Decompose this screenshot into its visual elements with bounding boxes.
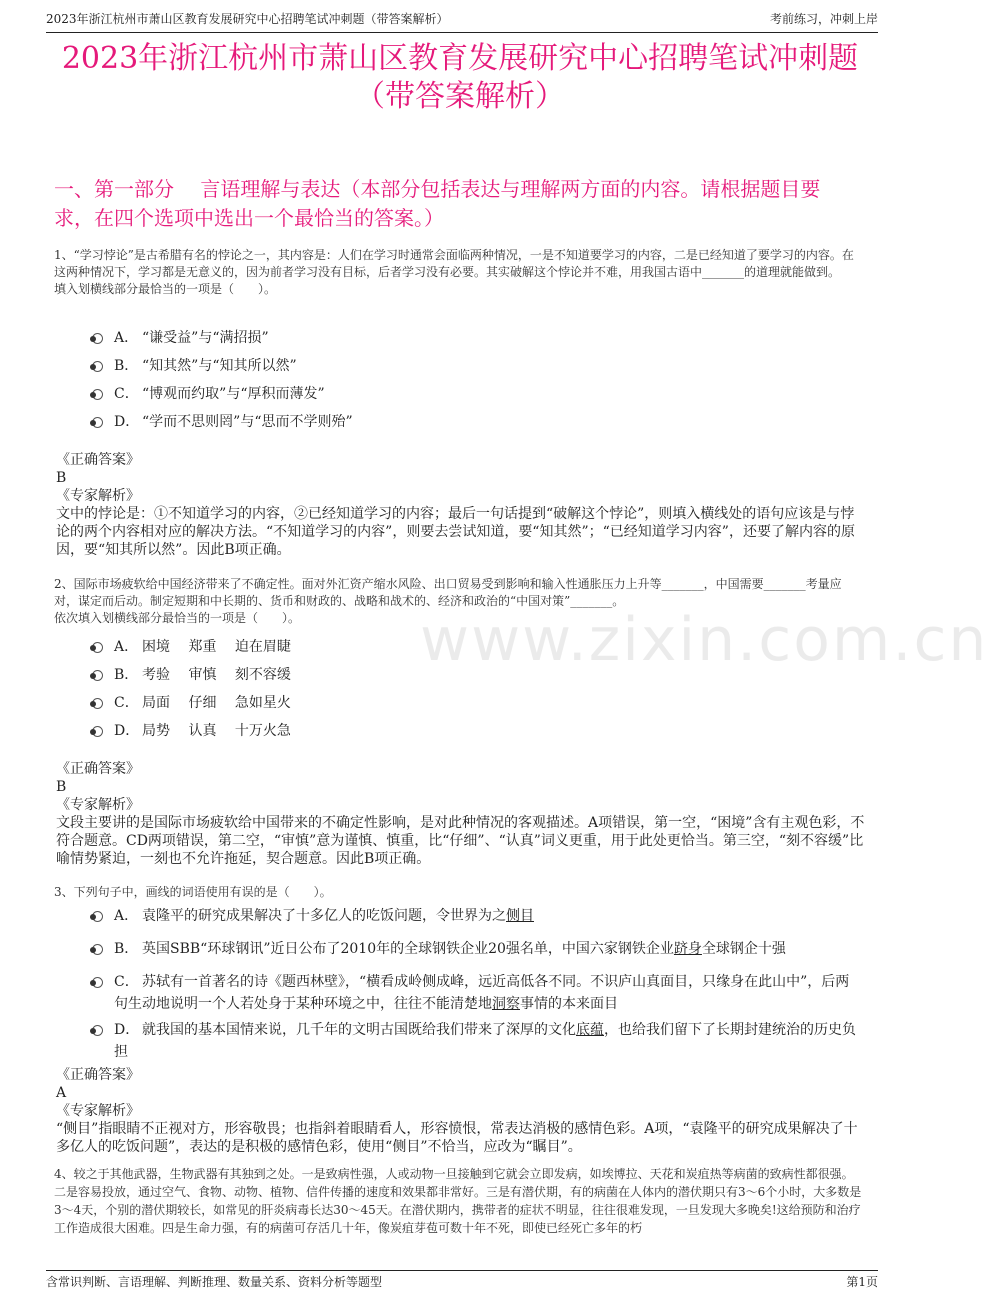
option-text: 袁隆平的研究成果解决了十多亿人的吃饭问题，令世界为之 [142,908,506,924]
option-letter: B． [114,667,139,683]
question-prompt: 填入划横线部分最恰当的一项是（ ）。 [54,282,277,296]
radio-icon[interactable] [92,389,103,400]
radio-icon[interactable] [92,726,103,737]
option-text: 考验 审慎 刻不容缓 [142,667,291,683]
option-b[interactable] [92,356,860,384]
option-c[interactable] [92,971,860,1015]
question-1-answer [56,451,862,505]
radio-icon[interactable] [92,333,103,344]
option-b[interactable] [92,665,860,693]
expert-label: 《专家解析》 [56,488,140,504]
radio-icon[interactable] [92,977,103,988]
question-stem-text: 1、“学习悖论”是古希腊有名的悖论之一，其内容是：人们在学习时通常会面临两种情况，一是不知道要学习的内容，二是已经知道了要学习的内容。在这两种情况下，学习都是无意义的，因为前者学习没有目标，后者学习没有必要。其实破解这个悖论并不难，用我国古语中_______的道理就能做到。 [54,248,854,279]
title-line-1: 2023年浙江杭州市萧山区教育发展研究中心招聘笔试冲刺题 [61,41,859,76]
option-text: “博观而约取”与“厚积而薄发” [142,386,325,402]
option-letter: A． [114,330,139,346]
radio-icon[interactable] [92,911,103,922]
answer-label: 《正确答案》 [56,452,140,468]
page-header [46,10,878,33]
question-1-options [92,328,860,440]
option-a[interactable] [92,905,860,927]
underlined-word: 底蕴 [576,1022,604,1038]
answer-value: B [56,779,67,795]
watermark: www.zixin.com.cn [420,605,988,675]
answer-label: 《正确答案》 [56,761,140,777]
page-number: 第1页 [846,1275,878,1289]
option-text: “谦受益”与“满招损” [142,330,269,346]
option-text: 局面 仔细 急如星火 [142,695,291,711]
underlined-word: 侧目 [506,908,534,924]
option-text-end: ，也给我们留下了长期封建统治的历史负担 [114,1022,856,1060]
option-letter: C． [114,695,139,711]
option-letter: D． [114,414,140,430]
page-footer [46,1270,878,1293]
option-letter: D． [114,1022,140,1038]
option-text: “学而不思则罔”与“思而不学则殆” [142,414,353,430]
option-text-end: 事情的本来面目 [520,996,618,1012]
question-1-stem [54,247,862,298]
radio-icon[interactable] [92,698,103,709]
option-letter: A． [114,908,139,924]
option-a[interactable] [92,328,860,356]
section-heading: 一、第一部分 言语理解与表达（本部分包括表达与理解两方面的内容。请根据题目要求，在四个选项中选出一个最恰当的答案。） [54,177,821,230]
question-1-explanation: 文中的悖论是：①不知道学习的内容，②已经知道学习的内容；最后一句话提到“破解这个悖论”，则填入横线处的语句应该是与悖论的两个内容相对应的解决方法。“不知道学习的内容”，则要去尝试知道，要“知其然”；“已经知道学习内容”，还要了解内容的原因，要“知其所以然”。因此B项正确。 [56,506,855,558]
radio-icon[interactable] [92,361,103,372]
option-letter: D． [114,723,140,739]
question-2-answer [56,760,862,814]
underlined-word: 跻身 [673,941,702,957]
radio-icon[interactable] [92,642,103,653]
question-2-explanation: 文段主要讲的是国际市场疲软给中国带来的不确定性影响，是对此种情况的客观描述。A项错误，第一空，“困境”含有主观色彩，不符合题意。CD两项错误，第二空，“审慎”意为谨慎、慎重，比“仔细”、“认真”词义更重，用于此处更恰当。第三空，“刻不容缓”比喻情势紧迫，一刻也不允许拖延，契合题意。因此B项正确。 [56,815,865,867]
expert-label: 《专家解析》 [56,1103,140,1119]
question-2-options [92,637,860,749]
answer-value: B [56,470,67,486]
footer-topics: 含常识判断、言语理解、判断推理、数量关系、资料分析等题型 [46,1275,383,1289]
option-b[interactable] [92,938,860,960]
question-prompt: 依次填入划横线部分最恰当的一项是（ ）。 [54,611,301,625]
header-title: 2023年浙江杭州市萧山区教育发展研究中心招聘笔试冲刺题（带答案解析） [46,12,449,26]
question-3-explanation: “侧目”指眼睛不正视对方，形容敬畏；也指斜着眼睛看人，形容愤恨，常表达消极的感情色彩。A项，“袁隆平的研究成果解决了十多亿人的吃饭问题”，表达的是积极的感情色彩，使用“侧目”不恰当，应改为“瞩目”。 [56,1121,858,1155]
title-line-2: （带答案解析） [355,79,565,114]
option-d[interactable] [92,721,860,749]
question-3-answer [56,1066,862,1120]
question-stem-text: 2、国际市场疲软给中国经济带来了不确定性。面对外汇资产缩水风险、出口贸易受到影响和输入性通胀压力上升等_______，中国需要_______考量应对，谋定而后动。制定短期和中长期的、货币和财政的、战略和战术的、经济和政治的“中国对策”_______。 [54,577,842,608]
option-d[interactable] [92,412,860,440]
option-letter: B． [114,358,139,374]
option-text: 英国SBB“环球钢讯”近日公布了2010年的全球钢铁企业20强名单，中国六家钢铁企业 [142,941,674,957]
option-a[interactable] [92,637,860,665]
option-letter: C． [114,386,139,402]
option-c[interactable] [92,693,860,721]
answer-value: A [56,1085,67,1101]
option-text-end: 全球钢企十强 [701,941,786,957]
option-text: 局势 认真 十万火急 [142,723,291,739]
underlined-word: 洞察 [492,996,520,1012]
question-2-stem [54,576,862,627]
option-text: “知其然”与“知其所以然” [142,358,297,374]
option-text: 困境 郑重 迫在眉睫 [142,639,291,655]
document-title [40,40,880,116]
radio-icon[interactable] [92,670,103,681]
radio-icon[interactable] [92,944,103,955]
question-3-stem: 3、下列句子中，画线的词语使用有误的是（ ）。 [54,885,332,899]
option-text: 就我国的基本国情来说，几千年的文明古国既给我们带来了深厚的文化 [142,1022,576,1038]
header-slogan: 考前练习，冲刺上岸 [769,12,878,26]
option-letter: C． [114,974,139,990]
option-c[interactable] [92,384,860,412]
answer-label: 《正确答案》 [56,1067,140,1083]
option-letter: B． [114,941,139,957]
radio-icon[interactable] [92,417,103,428]
option-text: 苏轼有一首著名的诗《题西林壁》，“横看成岭侧成峰，远近高低各不同。不识庐山真面目，只缘身在此山中”，后两句生动地说明一个人若处身于某种环境之中，往往不能清楚地 [114,974,850,1012]
question-4-stem: 4、较之于其他武器，生物武器有其独到之处。一是致病性强，人或动物一旦接触到它就会立即发病，如埃博拉、天花和炭疽热等病菌的致病性都很强。二是容易投放，通过空气、食物、动物、植物、信件传播的速度和效果都非常好。三是有潜伏期，有的病菌在人体内的潜伏期只有3～6个小时，大多数是3～4天，个别的潜伏期较长，如常见的肝炎病毒长达30～45天。在潜伏期内，携带者的症状不明显，往往很难发现，一旦发现大多晚矣!这给预防和治疗工作造成很大困难。四是生命力强，有的病菌可存活几十年，像炭疽芽苞可数十年不死，即使已经死亡多年的朽 [54,1167,862,1235]
question-3-options [92,905,860,1063]
radio-icon[interactable] [92,1025,103,1036]
option-d[interactable] [92,1019,860,1063]
option-letter: A． [114,639,139,655]
expert-label: 《专家解析》 [56,797,140,813]
